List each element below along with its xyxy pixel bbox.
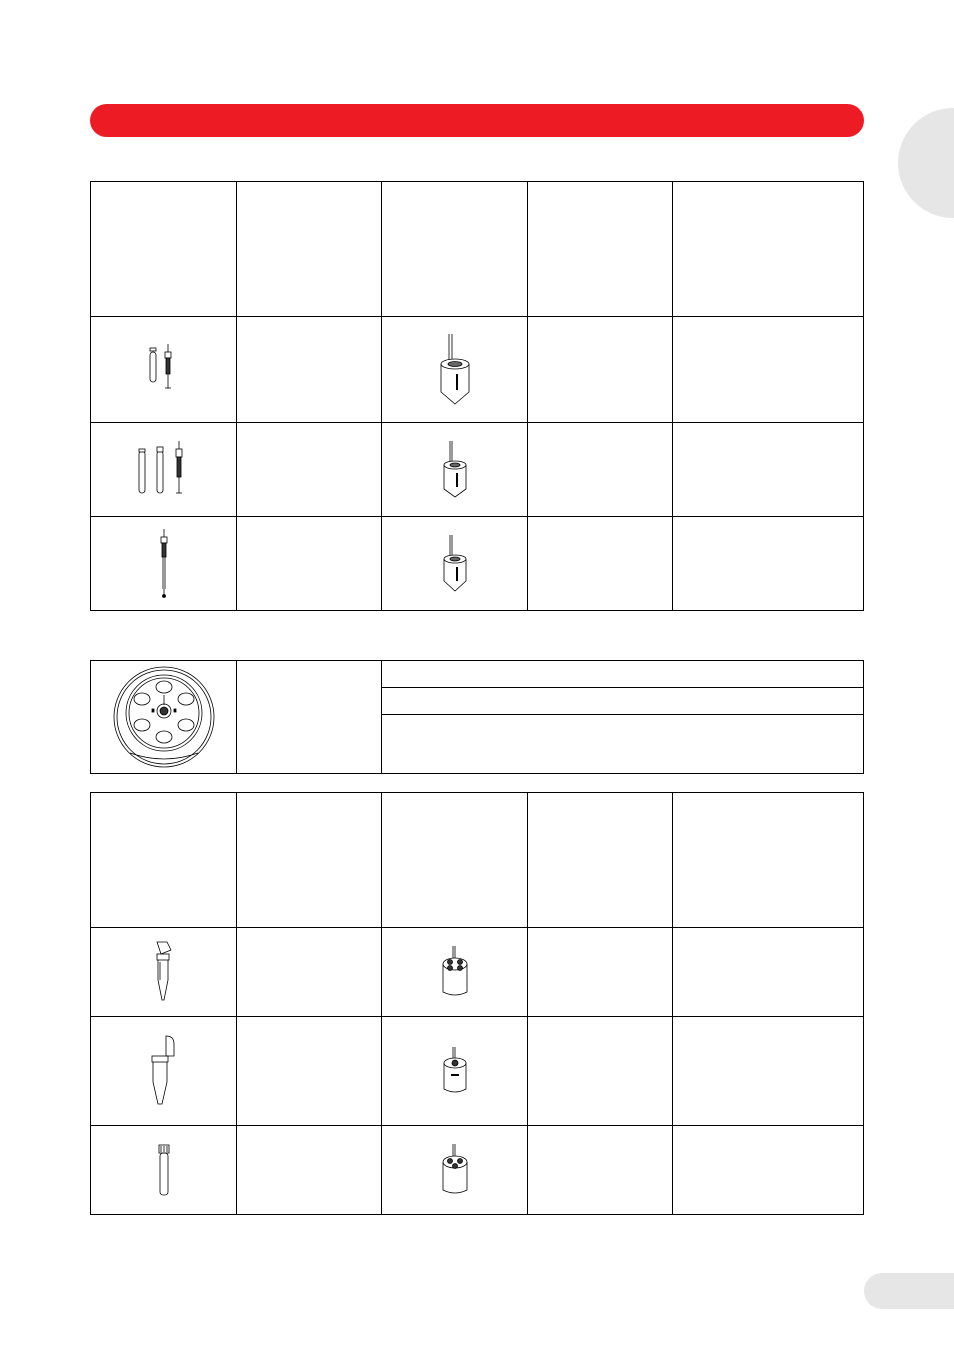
rotor-info-cell (382, 715, 864, 774)
table-row (91, 317, 864, 423)
rotor-info-cell (382, 688, 864, 715)
adapter-image-cell (382, 928, 528, 1017)
text-cell (237, 1126, 382, 1215)
adapter-single-bore-small-icon (439, 1045, 471, 1097)
header-cell (382, 182, 528, 317)
adapter-single-bore-icon (439, 533, 471, 595)
text-cell (673, 1017, 864, 1126)
text-cell (528, 317, 673, 423)
text-cell (673, 517, 864, 611)
adapter-table-2 (90, 792, 864, 1215)
adapter-table-1 (90, 181, 864, 611)
adapter-image-cell (382, 1017, 528, 1126)
text-cell (528, 517, 673, 611)
adapter-image-cell (382, 423, 528, 517)
table-header-row (91, 793, 864, 928)
tube-image-cell (91, 423, 237, 517)
header-cell (673, 793, 864, 928)
six-place-rotor-icon (112, 665, 216, 769)
adapter-three-bore-icon (439, 1142, 471, 1198)
text-cell (528, 1126, 673, 1215)
text-cell (237, 1017, 382, 1126)
tube-image-cell (91, 1126, 237, 1215)
header-cell (91, 182, 237, 317)
text-cell (237, 423, 382, 517)
table-row (91, 1017, 864, 1126)
tube-image-cell (91, 517, 237, 611)
table-row (91, 423, 864, 517)
rotor-row (91, 661, 864, 688)
screw-cap-tube-icon (154, 1143, 174, 1197)
table-row (91, 517, 864, 611)
header-cell (528, 182, 673, 317)
header-cell (382, 793, 528, 928)
snap-cap-tube-icon (149, 940, 179, 1004)
adapter-single-bore-icon (435, 332, 475, 408)
rotor-image-cell (91, 661, 237, 774)
text-cell (673, 928, 864, 1017)
header-cell (673, 182, 864, 317)
text-cell (237, 517, 382, 611)
tube-image-cell (91, 928, 237, 1017)
tube-with-syringe-icon (139, 344, 189, 396)
text-cell (528, 1017, 673, 1126)
adapter-image-cell (382, 317, 528, 423)
rotor-name-cell (237, 661, 382, 774)
chapter-tab (898, 108, 954, 218)
three-tubes-with-syringe-icon (134, 441, 194, 499)
text-cell (528, 423, 673, 517)
long-syringe-icon (154, 529, 174, 599)
text-cell (673, 317, 864, 423)
header-cell (237, 793, 382, 928)
text-cell (673, 423, 864, 517)
tube-image-cell (91, 1017, 237, 1126)
table-row (91, 1126, 864, 1215)
adapter-four-bore-icon (439, 944, 471, 1000)
conical-tube-with-lid-icon (144, 1034, 184, 1108)
page-number-tab (864, 1273, 954, 1309)
header-cell (91, 793, 237, 928)
adapter-single-bore-icon (439, 439, 471, 501)
text-cell (673, 1126, 864, 1215)
table-header-row (91, 182, 864, 317)
adapter-image-cell (382, 1126, 528, 1215)
text-cell (237, 928, 382, 1017)
header-cell (528, 793, 673, 928)
text-cell (528, 928, 673, 1017)
rotor-table (90, 660, 864, 774)
rotor-info-cell (382, 661, 864, 688)
tube-image-cell (91, 317, 237, 423)
adapter-image-cell (382, 517, 528, 611)
text-cell (237, 317, 382, 423)
section-header-bar (90, 104, 864, 137)
table-row (91, 928, 864, 1017)
header-cell (237, 182, 382, 317)
